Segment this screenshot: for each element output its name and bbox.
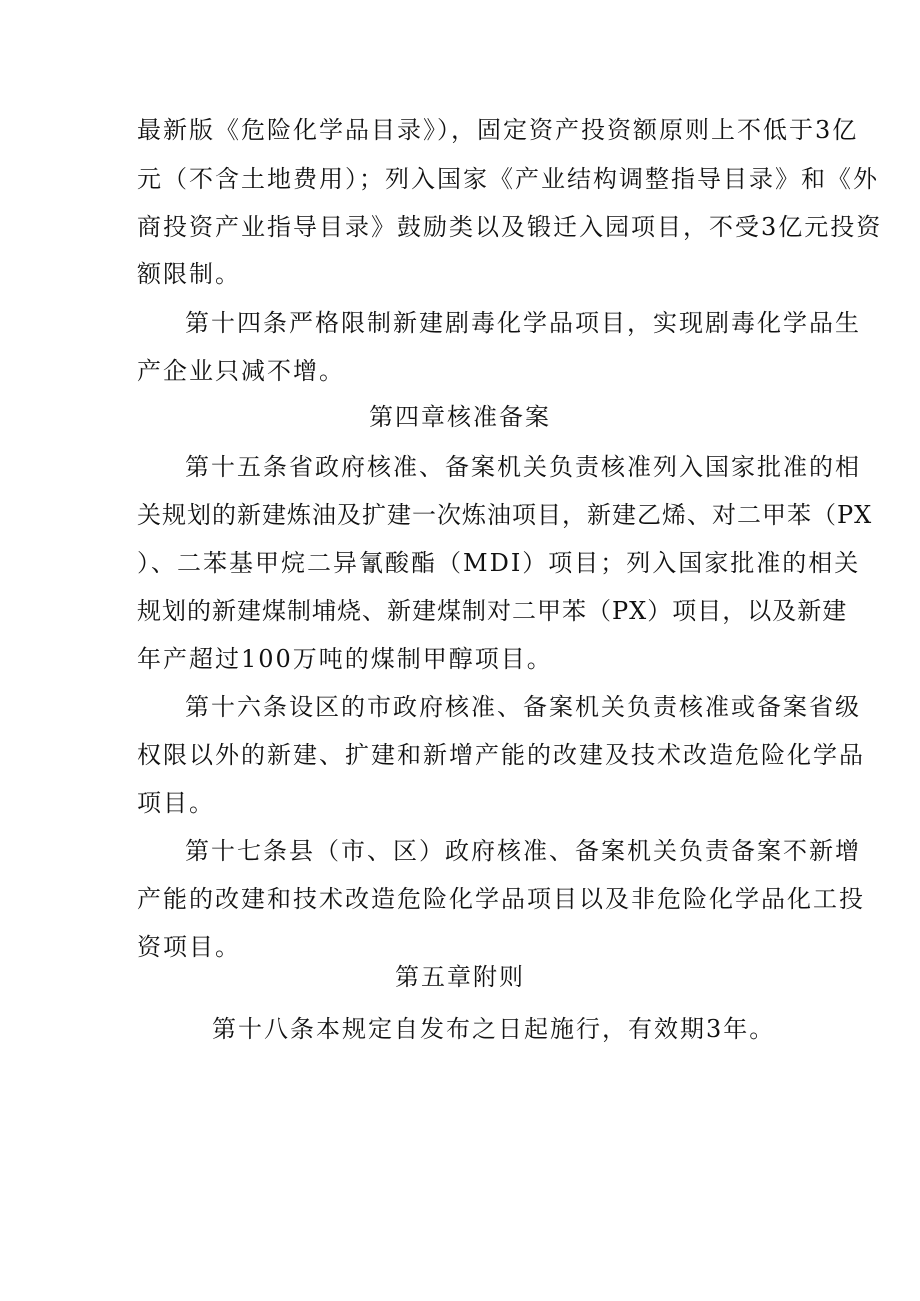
article-15-line: 年产超过100万吨的煤制甲醇项目。 bbox=[137, 645, 553, 673]
article-16-line: 第十六条设区的市政府核准、备案机关负责核准或备案省级 bbox=[185, 693, 861, 721]
article-17-line: 第十七条县（市、区）政府核准、备案机关负责备案不新增 bbox=[185, 837, 861, 865]
article-15-line: 规划的新建煤制埔烧、新建煤制对二甲苯（PX）项目，以及新建 bbox=[137, 597, 848, 625]
article-17-line: 产能的改建和技术改造危险化学品项目以及非危险化学品化工投 bbox=[137, 885, 865, 913]
chapter-4-heading: 第四章核准备案 bbox=[369, 403, 551, 431]
article-15-line: 关规划的新建炼油及扩建一次炼油项目，新建乙烯、对二甲苯（PX bbox=[137, 501, 873, 529]
article-17-line: 资项目。 bbox=[137, 933, 241, 961]
article-16-line: 项目。 bbox=[137, 789, 215, 817]
article-16-line: 权限以外的新建、扩建和新增产能的改建及技术改造危险化学品 bbox=[137, 741, 865, 769]
article-14-line: 第十四条严格限制新建剧毒化学品项目，实现剧毒化学品生 bbox=[185, 309, 861, 337]
paragraph-line: 商投资产业指导目录》鼓励类以及锻迁入园项目，不受3亿元投资 bbox=[137, 213, 883, 241]
article-14-line: 产企业只减不增。 bbox=[137, 357, 345, 385]
article-15-line: 第十五条省政府核准、备案机关负责核准列入国家批准的相 bbox=[185, 453, 861, 481]
paragraph-line: 最新版《危险化学品目录》），固定资产投资额原则上不低于3亿 bbox=[137, 116, 859, 144]
paragraph-line: 元（不含土地费用）；列入国家《产业结构调整指导目录》和《外 bbox=[137, 165, 879, 193]
chapter-5-heading: 第五章附则 bbox=[395, 963, 525, 991]
paragraph-line: 额限制。 bbox=[137, 260, 241, 288]
article-18-line: 第十八条本规定自发布之日起施行，有效期3年。 bbox=[212, 1015, 776, 1043]
article-15-line: ）、二苯基甲烷二异氰酸酯（MDI）项目；列入国家批准的相关 bbox=[137, 549, 861, 577]
